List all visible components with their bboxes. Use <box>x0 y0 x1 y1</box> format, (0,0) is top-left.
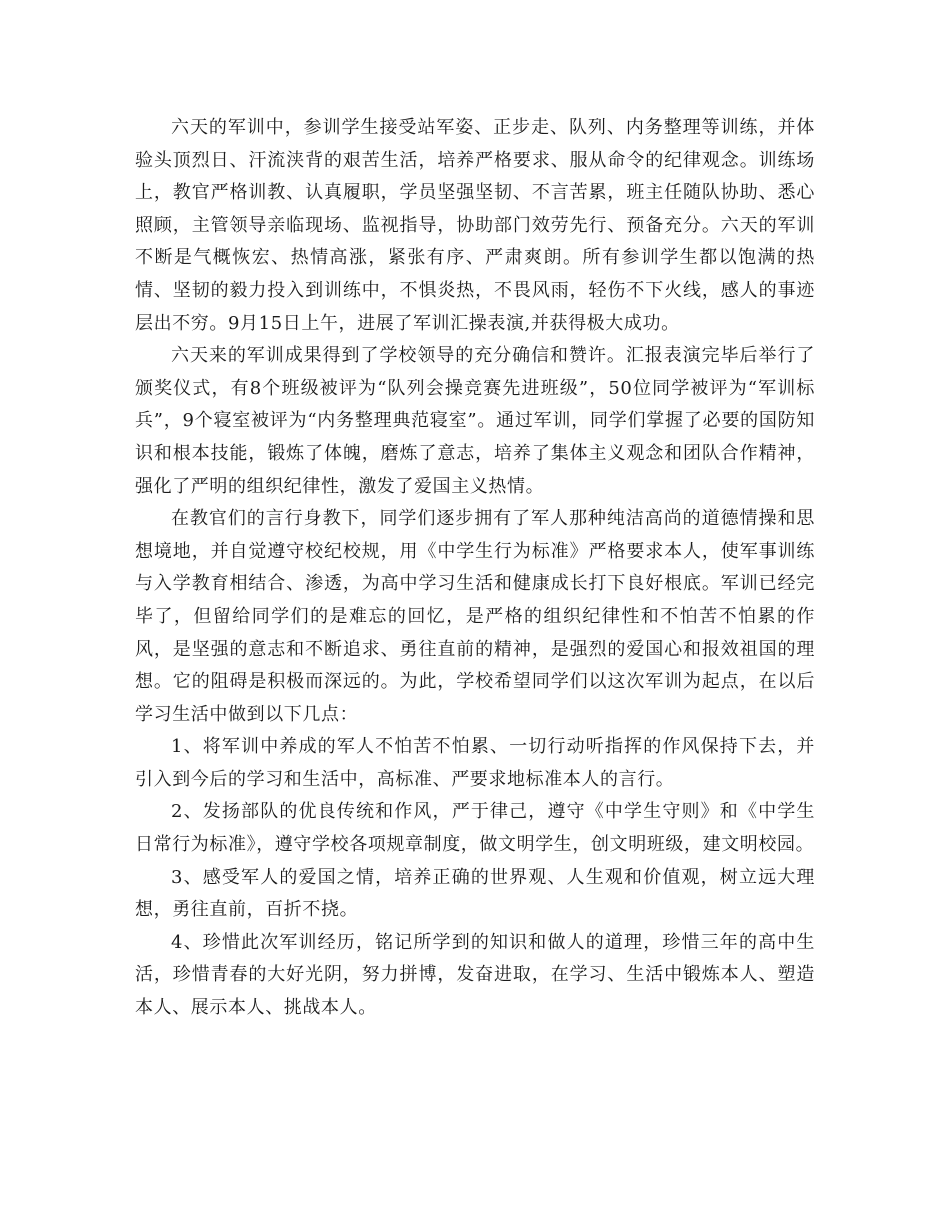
paragraph-point-1: 1、将军训中养成的军人不怕苦不怕累、一切行动听指挥的作风保持下去，并引入到今后的学习和生活中，高标准、严要求地标准本人的言行。 <box>135 736 815 790</box>
paragraph-training-summary: 六天的军训中，参训学生接受站军姿、正步走、队列、内务整理等训练，并体验头顶烈日、汗流浃背的艰苦生活，培养严格要求、服从命令的纪律观念。训练场上，教官严格训教、认真履职，学员坚强坚韧、不言苦累，班主任随队协助、悉心照顾，主管领导亲临现场、监视指导，协助部门效劳先行、预备充分。六天的军训不断是气概恢宏、热情高涨，紧张有序、严肃爽朗。所有参训学生都以饱满的热情、坚韧的毅力投入到训练中，不惧炎热，不畏风雨，轻伤不下火线，感人的事迹层出不穷。9月15日上午，进展了军训汇操表演,并获得极大成功。 <box>135 117 815 334</box>
paragraph-point-4: 4、珍惜此次军训经历，铭记所学到的知识和做人的道理，珍惜三年的高中生活，珍惜青春的大好光阴，努力拼博，发奋进取，在学习、生活中锻炼本人、塑造本人、展示本人、挑战本人。 <box>135 931 815 1019</box>
paragraph-significance: 在教官们的言行身教下，同学们逐步拥有了军人那种纯洁高尚的道德情操和思想境地，并自觉遵守校纪校规，用《中学生行为标准》严格要求本人，使军事训练与入学教育相结合、渗透，为高中学习生活和健康成长打下良好根底。军训已经完毕了，但留给同学们的是难忘的回忆，是严格的组织纪律性和不怕苦不怕累的作风，是坚强的意志和不断追求、勇往直前的精神，是强烈的爱国心和报效祖国的理想。它的阻碍是积极而深远的。为此，学校希望同学们以这次军训为起点，在以后学习生活中做到以下几点： <box>135 508 815 725</box>
paragraph-results: 六天来的军训成果得到了学校领导的充分确信和赞许。汇报表演完毕后举行了颁奖仪式，有8个班级被评为“队列会操竞赛先进班级”，50位同学被评为“军训标兵”，9个寝室被评为“内务整理典范寝室”。通过军训，同学们掌握了必要的国防知识和根本技能，锻炼了体魄，磨炼了意志，培养了集体主义观念和团队合作精神，强化了严明的组织纪律性，激发了爱国主义热情。 <box>135 345 815 497</box>
paragraph-point-3: 3、感受军人的爱国之情，培养正确的世界观、人生观和价值观，树立远大理想，勇往直前，百折不挠。 <box>135 866 815 921</box>
paragraph-point-2: 2、发扬部队的优良传统和作风，严于律己，遵守《中学生守则》和《中学生日常行为标准》，遵守学校各项规章制度，做文明学生，创文明班级，建文明校园。 <box>135 801 815 856</box>
document-body <box>135 112 815 1025</box>
